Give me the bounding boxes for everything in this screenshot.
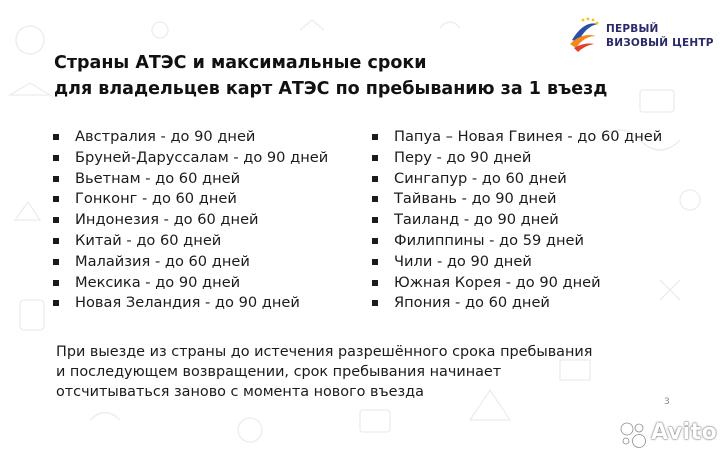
note-line-1: При выезде из страны до истечения разрешённого срока пребывания bbox=[56, 344, 593, 360]
countries-list-left bbox=[53, 127, 328, 314]
list-item: Таиланд - до 90 дней bbox=[372, 210, 662, 231]
list-item: Папуа – Новая Гвинея - до 60 дней bbox=[372, 127, 662, 148]
list-item: Китай - до 60 дней bbox=[53, 231, 328, 252]
logo-line-1: ПЕРВЫЙ bbox=[606, 23, 659, 35]
list-item: Перу - до 90 дней bbox=[372, 148, 662, 169]
list-item: Тайвань - до 90 дней bbox=[372, 189, 662, 210]
list-item: Сингапур - до 60 дней bbox=[372, 169, 662, 190]
reentry-note bbox=[56, 342, 656, 402]
list-item: Индонезия - до 60 дней bbox=[53, 210, 328, 231]
avito-watermark bbox=[618, 418, 718, 452]
visa-center-emblem-icon bbox=[566, 14, 602, 54]
list-item: Новая Зеландия - до 90 дней bbox=[53, 293, 328, 314]
avito-watermark-text: Avito bbox=[651, 420, 718, 445]
note-line-3: отсчитываться заново с момента нового въезда bbox=[56, 384, 424, 400]
list-item: Южная Корея - до 90 дней bbox=[372, 273, 662, 294]
page-number: 3 bbox=[664, 397, 670, 407]
list-item: Гонконг - до 60 дней bbox=[53, 189, 328, 210]
logo-line-2: ВИЗОВЫЙ ЦЕНТР bbox=[606, 37, 714, 49]
list-item: Япония - до 60 дней bbox=[372, 293, 662, 314]
list-item: Чили - до 90 дней bbox=[372, 252, 662, 273]
title-line-2: для владельцев карт АТЭС по пребыванию за 1 въезд bbox=[54, 79, 608, 99]
list-item: Малайзия - до 60 дней bbox=[53, 252, 328, 273]
list-item: Австралия - до 90 дней bbox=[53, 127, 328, 148]
title-line-1: Страны АТЭС и максимальные сроки bbox=[54, 53, 427, 73]
countries-list-right bbox=[372, 127, 662, 314]
list-item: Бруней-Даруссалам - до 90 дней bbox=[53, 148, 328, 169]
list-item: Вьетнам - до 60 дней bbox=[53, 169, 328, 190]
avito-dots-icon bbox=[618, 420, 648, 450]
note-line-2: и последующем возвращении, срок пребывания начинает bbox=[56, 364, 502, 380]
page-title bbox=[54, 50, 654, 102]
list-item: Мексика - до 90 дней bbox=[53, 273, 328, 294]
list-item: Филиппины - до 59 дней bbox=[372, 231, 662, 252]
